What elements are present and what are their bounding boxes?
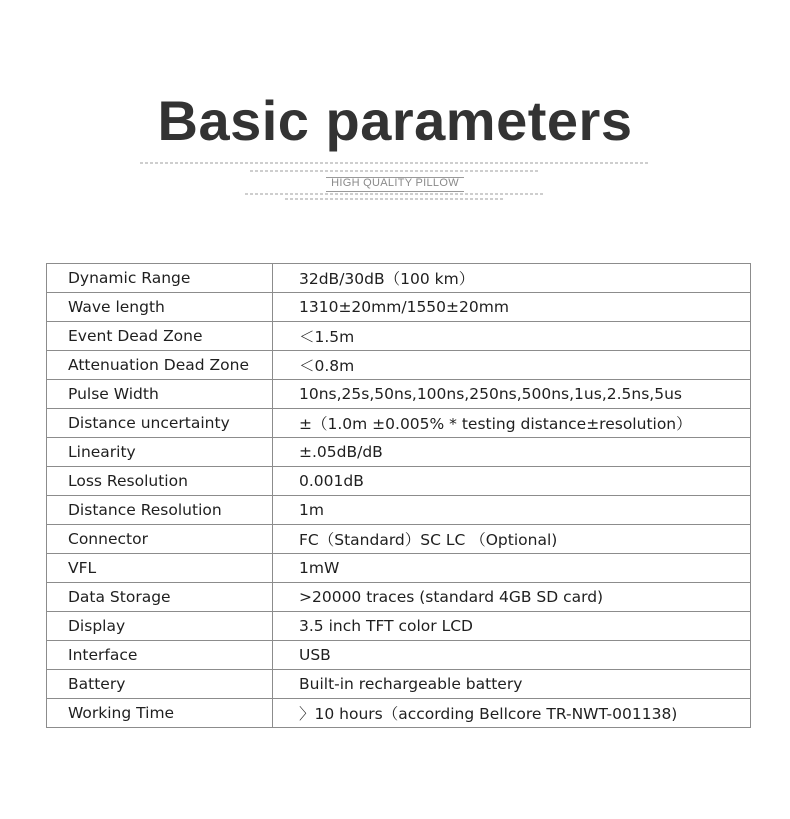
parameter-value: >20000 traces (standard 4GB SD card): [273, 583, 751, 612]
parameter-label: VFL: [47, 554, 273, 583]
table-row: [47, 554, 751, 583]
parameter-value: 10ns,25s,50ns,100ns,250ns,500ns,1us,2.5ns,5us: [273, 380, 751, 409]
parameter-label: Display: [47, 612, 273, 641]
decorative-text-line: [140, 162, 650, 164]
parameter-label: Event Dead Zone: [47, 322, 273, 351]
decorative-text-line: [250, 170, 540, 172]
table-row: [47, 525, 751, 554]
parameter-value: ±（1.0m ±0.005% * testing distance±resolution）: [273, 409, 751, 438]
parameter-value: 3.5 inch TFT color LCD: [273, 612, 751, 641]
parameter-value: 32dB/30dB（100 km）: [273, 264, 751, 293]
parameter-label: Connector: [47, 525, 273, 554]
parameter-value: 〉10 hours（according Bellcore TR-NWT-001138): [273, 699, 751, 728]
page-title: Basic parameters: [157, 89, 633, 152]
parameter-value: USB: [273, 641, 751, 670]
table-row: [47, 467, 751, 496]
parameters-table-body: [47, 264, 751, 728]
parameter-label: Attenuation Dead Zone: [47, 351, 273, 380]
parameter-label: Distance Resolution: [47, 496, 273, 525]
parameter-label: Linearity: [47, 438, 273, 467]
parameter-value: ＜0.8m: [273, 351, 751, 380]
parameter-label: Distance uncertainty: [47, 409, 273, 438]
table-row: [47, 293, 751, 322]
table-row: [47, 264, 751, 293]
parameter-value: Built-in rechargeable battery: [273, 670, 751, 699]
table-row: [47, 322, 751, 351]
table-row: [47, 612, 751, 641]
parameter-label: Interface: [47, 641, 273, 670]
table-row: [47, 699, 751, 728]
parameter-label: Wave length: [47, 293, 273, 322]
parameter-label: Working Time: [47, 699, 273, 728]
table-row: [47, 409, 751, 438]
table-row: [47, 351, 751, 380]
parameter-value: FC（Standard）SC LC （Optional): [273, 525, 751, 554]
parameter-value: ＜1.5m: [273, 322, 751, 351]
table-row: [47, 583, 751, 612]
subtitle: HIGH QUALITY PILLOW: [331, 177, 459, 189]
table-row: [47, 438, 751, 467]
decorative-text-line: [245, 193, 545, 195]
parameter-label: Pulse Width: [47, 380, 273, 409]
table-row: [47, 670, 751, 699]
parameter-label: Data Storage: [47, 583, 273, 612]
parameter-value: 0.001dB: [273, 467, 751, 496]
subtitle-rule-bottom: [326, 191, 464, 192]
parameter-value: 1m: [273, 496, 751, 525]
table-row: [47, 496, 751, 525]
decorative-text-line: [285, 198, 505, 200]
parameters-table: [46, 263, 751, 728]
table-row: [47, 641, 751, 670]
parameter-value: ±.05dB/dB: [273, 438, 751, 467]
parameter-value: 1mW: [273, 554, 751, 583]
table-row: [47, 380, 751, 409]
parameter-value: 1310±20mm/1550±20mm: [273, 293, 751, 322]
parameter-label: Dynamic Range: [47, 264, 273, 293]
parameter-label: Loss Resolution: [47, 467, 273, 496]
parameter-label: Battery: [47, 670, 273, 699]
